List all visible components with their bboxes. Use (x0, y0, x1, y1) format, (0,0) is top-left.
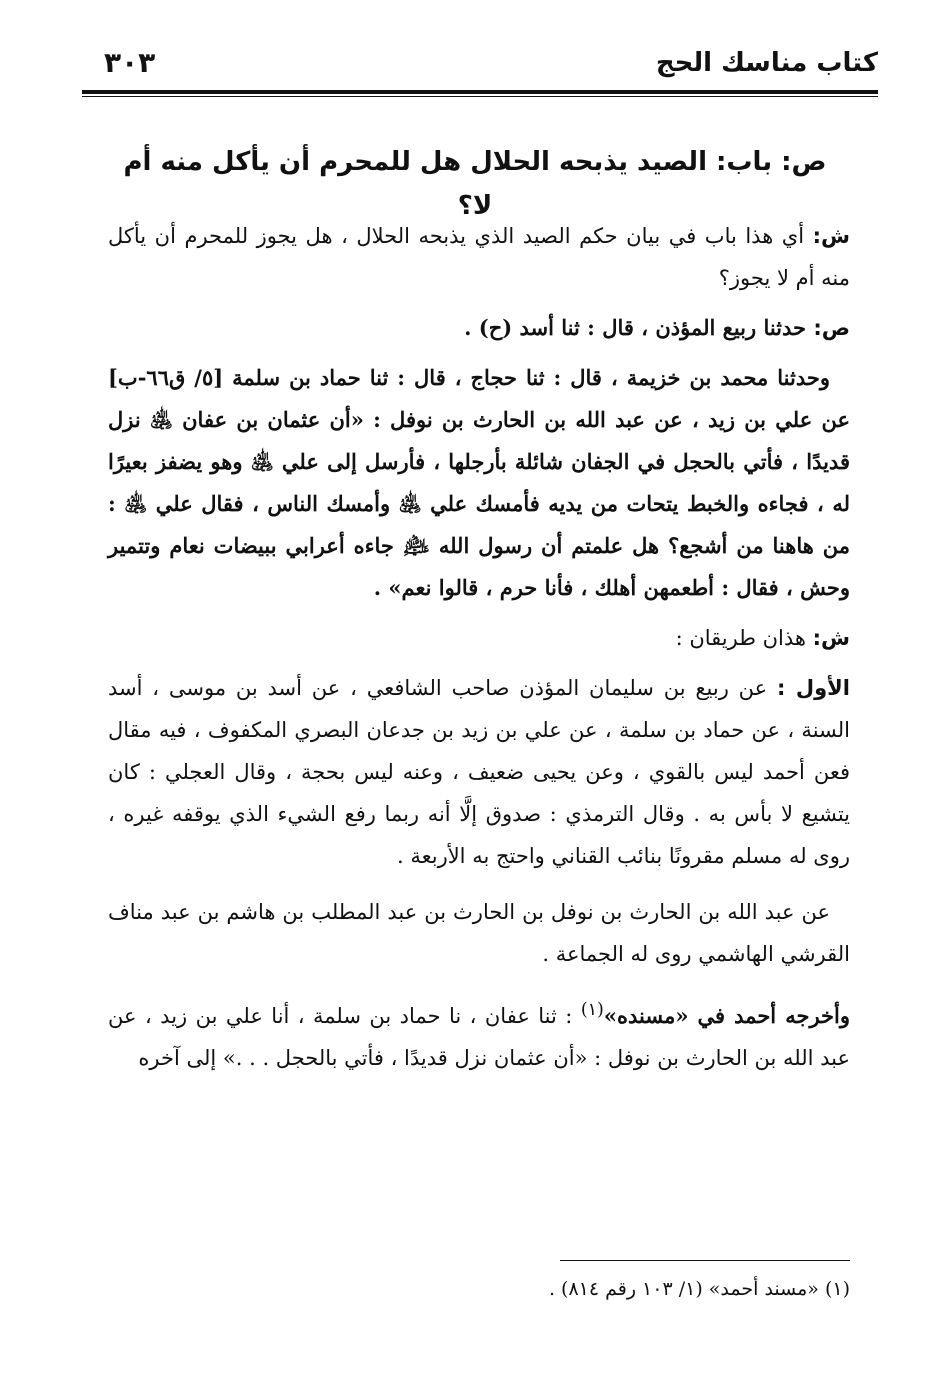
text-marker: ص: (813, 316, 850, 340)
paragraph-text: : ثنا عفان ، نا حماد بن سلمة ، أنا علي بن زيد ، عن عبد الله بن الحارث بن نوفل : «أن عثمان نزل قديدًا ، فأتي بالحجل . . .» إلى آخره (108, 1004, 850, 1070)
footnote-separator (560, 1260, 850, 1261)
paragraph-hadith: وحدثنا محمد بن خزيمة ، قال : ثنا حجاج ، قال : ثنا حماد بن سلمة [٥/ ق٦٦-ب] عن علي بن زيد ، عن عبد الله بن الحارث بن نوفل : «أن عثمان بن عفان ﵁ نزل قديدًا ، فأتي بالحجل في الجفان شائلة بأرجلها ، فأرسل إلى علي ﵁ وهو يضفز بعيرًا له ، فجاءه والخبط يتحات من يديه فأمسك علي ﵁ وأمسك الناس ، فقال علي ﵁ : من هاهنا من أشجع؟ هل علمتم أن رسول الله ﵇ جاءه أعرابي ببيضات نعام وتتمير وحش ، فقال : أطعمهن أهلك ، فأنا حرم ، قالوا نعم» . (108, 365, 850, 600)
musnad-lead: وأخرجه أحمد في «مسنده» (603, 1003, 850, 1028)
footnote-reference: (١) (580, 1000, 604, 1020)
page-number: ٣٠٣ (104, 46, 156, 79)
paragraph-text: حدثنا ربيع المؤذن ، قال : ثنا أسد (ح) . (464, 315, 814, 340)
header-rule-thin (82, 96, 878, 97)
paragraph-musnad (108, 989, 850, 1079)
paragraph-text: عن ربيع بن سليمان المؤذن صاحب الشافعي ، عن أسد بن موسى ، أسد السنة ، عن حماد بن سلمة ، عن علي بن زيد بن جدعان البصري المكفوف ، فيه مقال فعن أحمد ليس بالقوي ، وعن يحيى ضعيف ، وعنه ليس بحجة ، وقال العجلي : كان يتشيع لا بأس به . وقال الترمذي : صدوق إلَّا أنه ربما رفع الشيء الذي يوقفه غيره ، روى له مسلم مقرونًا بنائب القناني واحتج به الأربعة . (108, 676, 850, 868)
header-rule (82, 90, 878, 94)
paragraph-commentary-intro (108, 215, 850, 299)
commentary-marker: ش: (812, 224, 850, 248)
paragraph-narrator: عن عبد الله بن الحارث بن نوفل بن الحارث بن عبد المطلب بن هاشم بن عبد مناف القرشي الهاشمي روى له الجماعة . (108, 900, 850, 966)
paragraph-commentary-two-ways (108, 617, 850, 659)
paragraph-text-marker (108, 307, 850, 349)
paragraph-first-way (108, 667, 850, 877)
footnote: (١) «مسند أحمد» (١/ ١٠٣ رقم ٨١٤) . (548, 1278, 850, 1300)
paragraph-text: هذان طريقان : (675, 626, 813, 650)
commentary-marker: ش: (812, 626, 850, 650)
first-way-marker: الأول : (777, 676, 850, 700)
paragraph-text: أي هذا باب في بيان حكم الصيد الذي يذبحه الحلال ، هل يجوز للمحرم أن يأكل منه أم لا يجوز؟ (108, 224, 850, 290)
running-header-title: كتاب مناسك الحج (655, 48, 878, 78)
body-text (108, 215, 850, 1093)
chapter-heading: ص: باب: الصيد يذبحه الحلال هل للمحرم أن يأكل منه أم لا؟ (123, 147, 827, 221)
running-header (82, 38, 878, 90)
